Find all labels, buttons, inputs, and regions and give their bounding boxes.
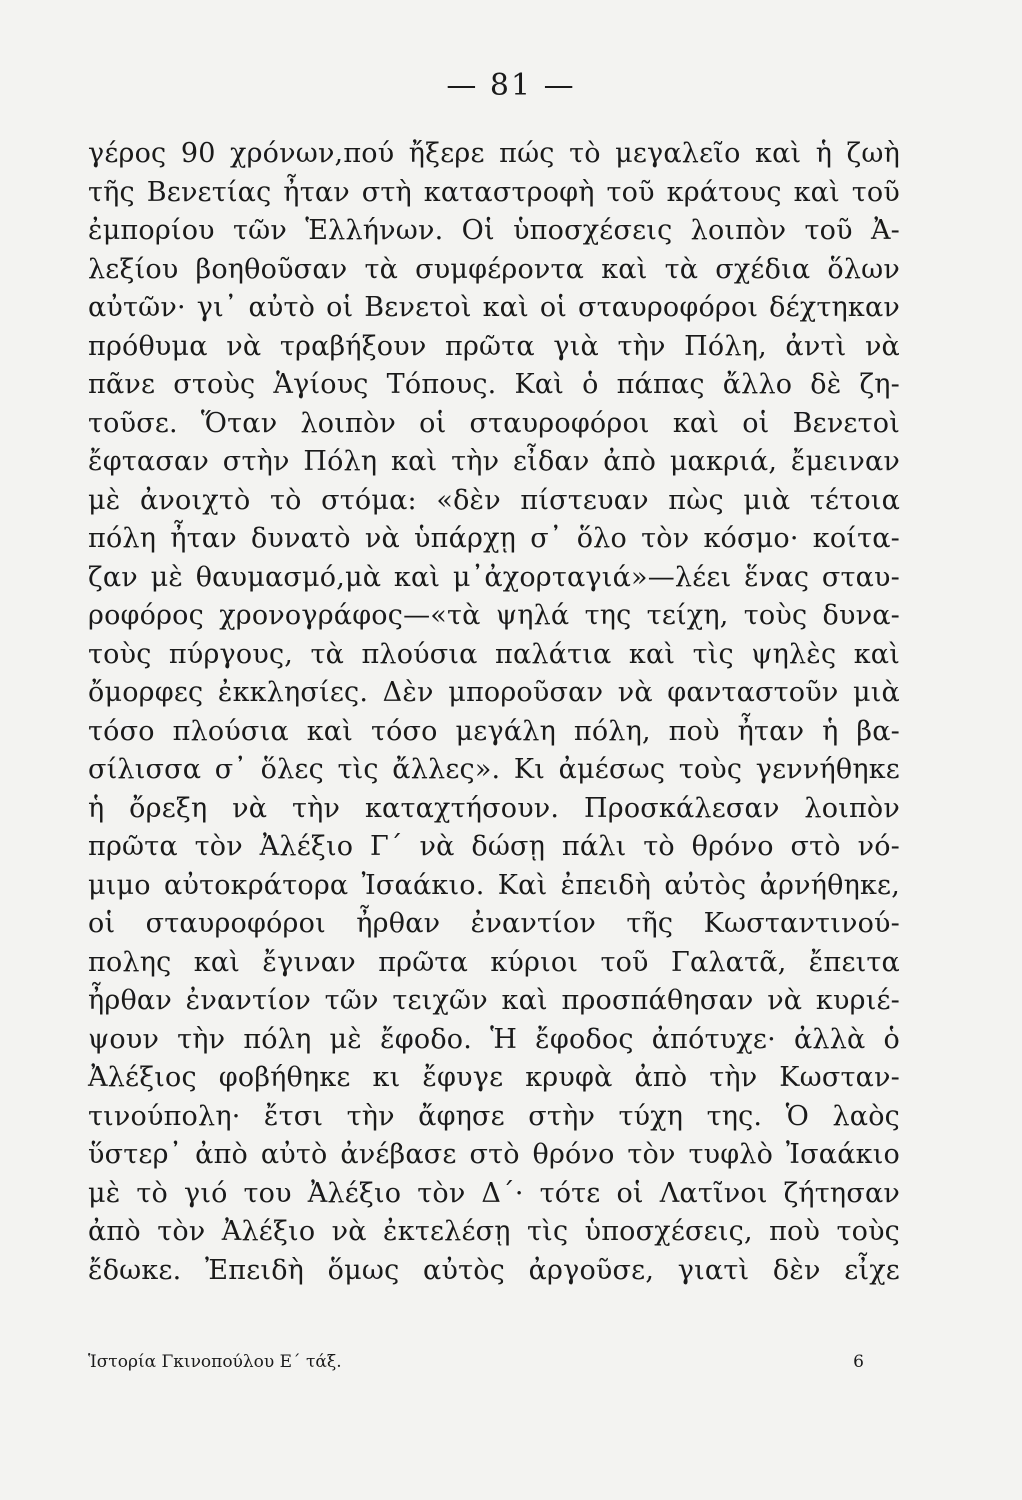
text-line: πόλη ἦταν δυνατὸ νὰ ὑπάρχῃ σ᾽ ὅλο τὸν κόσμο· κοίτα- bbox=[88, 523, 900, 554]
text-line: τοῦσε. Ὅταν λοιπὸν οἱ σταυροφόροι καὶ οἱ Βενετοὶ bbox=[88, 407, 900, 439]
page-number: — 81 — bbox=[446, 68, 576, 103]
text-line: ἐμπορίου τῶν Ἑλλήνων. Οἱ ὑποσχέσεις λοιπὸν τοῦ Ἀ- bbox=[88, 215, 900, 246]
text-line: τόσο πλούσια καὶ τόσο μεγάλη πόλη, ποὺ ἦταν ἡ βα- bbox=[88, 715, 900, 747]
text-line: πρόθυμα νὰ τραβήξουν πρῶτα γιὰ τὴν Πόλη, ἀντὶ νὰ bbox=[88, 330, 900, 362]
text-line: Ἀλέξιος φοβήθηκε κι ἔφυγε κρυφὰ ἀπὸ τὴν Κωσταν- bbox=[88, 1062, 900, 1093]
text-line: ψουν τὴν πόλη μὲ ἔφοδο. Ἡ ἔφοδος ἀπότυχε· ἀλλὰ ὁ bbox=[88, 1023, 900, 1055]
text-line: πᾶνε στοὺς Ἁγίους Τόπους. Καὶ ὁ πάπας ἄλλο δὲ ζη- bbox=[88, 369, 900, 400]
text-line: πολης καὶ ἔγιναν πρῶτα κύριοι τοῦ Γαλατᾶ, ἔπειτα bbox=[88, 946, 900, 978]
text-line: μιμο αὐτοκράτορα Ἰσαάκιο. Καὶ ἐπειδὴ αὐτὸς ἀρνήθηκε, bbox=[88, 869, 900, 901]
body-text bbox=[88, 135, 900, 1290]
text-line: ἡ ὄρεξη νὰ τὴν καταχτήσουν. Προσκάλεσαν λοιπὸν bbox=[88, 792, 900, 824]
footer-book-title: Ἱστορία Γκινοπούλου Ε΄ τάξ. bbox=[88, 1352, 342, 1372]
text-line: τῆς Βενετίας ἦταν στὴ καταστροφὴ τοῦ κράτους καὶ τοῦ bbox=[88, 176, 900, 208]
text-line: ὕστερ᾽ ἀπὸ αὐτὸ ἀνέβασε στὸ θρόνο τὸν τυφλὸ Ἰσαάκιο bbox=[88, 1139, 900, 1170]
text-line: γέρος 90 χρόνων,πού ἤξερε πώς τὸ μεγαλεῖο καὶ ἡ ζωὴ bbox=[88, 138, 900, 169]
text-line: ὄμορφες ἐκκλησίες. Δὲν μποροῦσαν νὰ φανταστοῦν μιὰ bbox=[88, 677, 900, 708]
text-line: ἔφτασαν στὴν Πόλη καὶ τὴν εἶδαν ἀπὸ μακριά, ἔμειναν bbox=[88, 446, 900, 477]
text-line: ἀπὸ τὸν Ἀλέξιο νὰ ἐκτελέσῃ τὶς ὑποσχέσεις, ποὺ τοὺς bbox=[88, 1216, 900, 1247]
text-line: λεξίου βοηθοῦσαν τὰ συμφέροντα καὶ τὰ σχέδια ὅλων bbox=[88, 253, 900, 285]
text-line: πρῶτα τὸν Ἀλέξιο Γ΄ νὰ δώσῃ πάλι τὸ θρόνο στὸ νό- bbox=[88, 831, 900, 862]
text-line: ζαν μὲ θαυμασμό,μὰ καὶ μ᾽ἀχορταγιά»—λέει ἕνας σταυ- bbox=[88, 561, 900, 593]
text-line: σίλισσα σ᾽ ὅλες τὶς ἄλλες». Κι ἀμέσως τοὺς γεννήθηκε bbox=[88, 754, 900, 785]
text-line: τοὺς πύργους, τὰ πλούσια παλάτια καὶ τὶς ψηλὲς καὶ bbox=[88, 638, 900, 670]
footer-signature-mark: 6 bbox=[853, 1352, 864, 1372]
text-line: μὲ τὸ γιό του Ἀλέξιο τὸν Δ΄· τότε οἱ Λατῖνοι ζήτησαν bbox=[88, 1177, 900, 1209]
text-line: αὐτῶν· γι᾽ αὐτὸ οἱ Βενετοὶ καὶ οἱ σταυροφόροι δέχτηκαν bbox=[88, 292, 900, 323]
text-line: οἱ σταυροφόροι ἦρθαν ἐναντίον τῆς Κωσταντινού- bbox=[88, 908, 900, 939]
text-line: ἔδωκε. Ἐπειδὴ ὅμως αὐτὸς ἀργοῦσε, γιατὶ δὲν εἶχε bbox=[88, 1254, 900, 1286]
text-line: μὲ ἀνοιχτὸ τὸ στόμα: «δὲν πίστευαν πὼς μιὰ τέτοια bbox=[88, 484, 900, 516]
text-line: τινούπολη· ἔτσι τὴν ἄφησε στὴν τύχη της. Ὁ λαὸς bbox=[88, 1100, 900, 1132]
text-line: ροφόρος χρονογράφος—«τὰ ψηλά της τείχη, τοὺς δυνα- bbox=[88, 600, 900, 631]
text-line: ἦρθαν ἐναντίον τῶν τειχῶν καὶ προσπάθησαν νὰ κυριέ- bbox=[88, 985, 900, 1016]
